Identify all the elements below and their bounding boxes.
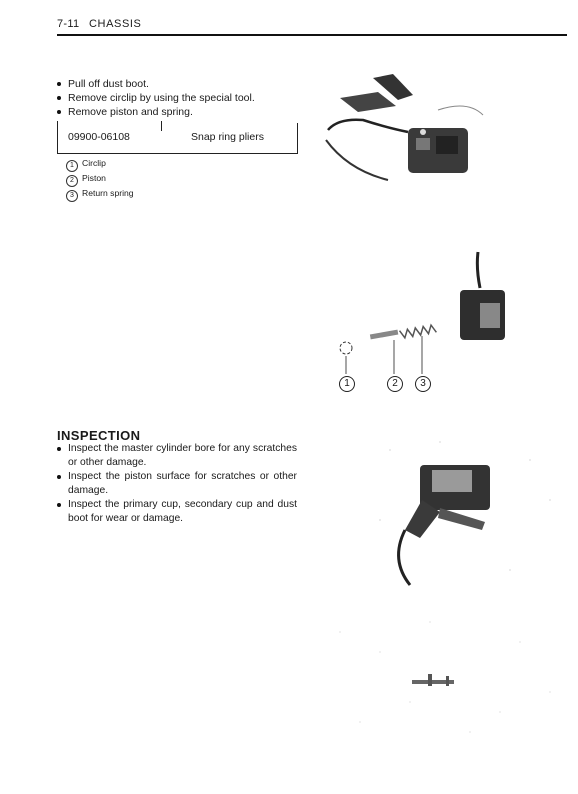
page-number: 7-11 [57,18,80,30]
list-item: Remove piston and spring. [57,105,297,119]
list-item: Inspect the piston surface for scratches or other damage. [57,470,297,498]
tool-part-number: 09900-06108 [68,131,130,143]
cylinder-parts-photo [320,602,568,762]
tool-name: Snap ring pliers [191,131,264,143]
list-item: Remove circlip by using the special tool. [57,91,297,105]
parts-legend [66,157,134,202]
master-cylinder-photo [360,430,565,600]
callout-number: 3 [66,190,78,202]
page-header [57,14,565,36]
list-item: Pull off dust boot. [57,77,297,91]
table-divider [161,121,162,131]
callout-number: 2 [66,175,78,187]
legend-label: Return spring [82,188,134,198]
legend-label: Circlip [82,158,106,168]
list-item: Inspect the primary cup, secondary cup and dust boot for wear or damage. [57,498,297,526]
table-border [57,121,58,126]
snap-ring-pliers-photo [318,70,496,196]
header-rule [57,34,567,36]
callout-number: 1 [66,160,78,172]
section-title: CHASSIS [89,18,142,30]
list-item [66,157,134,172]
removal-steps-list [57,77,297,119]
list-item [66,172,134,187]
list-item [66,187,134,202]
list-item: Inspect the master cylinder bore for any scratches or other damage. [57,442,297,470]
figure-callout: 1 [339,376,355,392]
legend-label: Piston [82,173,106,183]
figure-callout: 3 [415,376,431,392]
inspection-list [57,442,297,526]
inspection-heading: INSPECTION [57,428,141,443]
special-tool-table [57,123,298,154]
figure-callout: 2 [387,376,403,392]
